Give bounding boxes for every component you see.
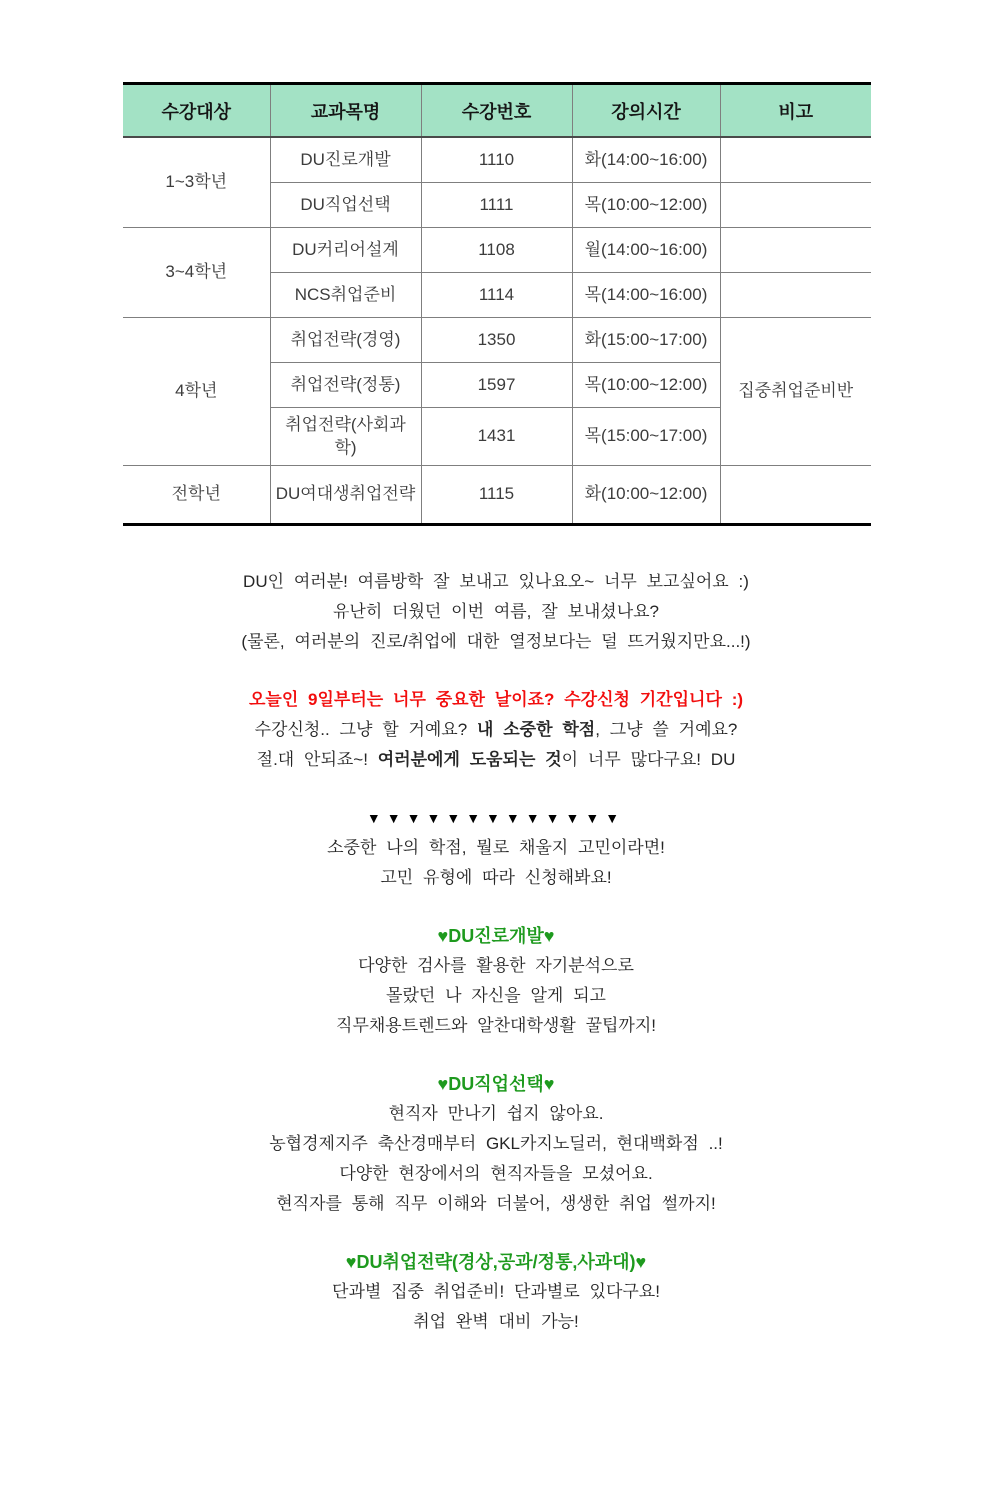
text-segment: 단과별 집중 취업준비! 단과별로 있다구요! [332,1282,660,1301]
text-line [46,1277,946,1307]
table-row [123,466,871,525]
text-segment: 소중한 나의 학점, 뭘로 채울지 고민이라면! [327,838,665,857]
text-line [46,715,946,745]
text-section [46,1069,946,1219]
table-cell: 1108 [421,228,572,273]
text-segment: 고민 유형에 따라 신청해봐요! [380,868,612,887]
table-cell: 1111 [421,183,572,228]
table-cell: 화(10:00~12:00) [572,466,720,525]
text-section [46,1247,946,1337]
text-segment: 현직자 만나기 쉽지 않아요. [388,1104,604,1123]
text-segment: 이 너무 많다구요! DU [561,750,736,769]
text-segment: ♥DU직업선택♥ [437,1074,555,1094]
table-cell: 화(15:00~17:00) [572,318,720,363]
table-row [123,318,871,363]
course-schedule-table [123,82,871,526]
text-line [46,1129,946,1159]
text-segment: (물론, 여러분의 진로/취업에 대한 열정보다는 덜 뜨거웠지만요...!) [241,632,751,651]
red-emphasis-line [46,685,946,715]
table-cell: 1114 [421,273,572,318]
table-body [123,137,871,525]
text-line [46,627,946,657]
table-cell: 1115 [421,466,572,525]
text-segment: 취업 완벽 대비 가능! [413,1312,579,1331]
text-line [46,863,946,893]
text-segment: 절.대 안되죠~! [256,750,378,769]
text-segment: 수강신청.. 그냥 할 거예요? [254,720,478,739]
table-cell: DU여대생취업전략 [270,466,421,525]
text-segment: ♥DU취업전략(경상,공과/정통,사과대)♥ [345,1252,647,1272]
table-cell: 월(14:00~16:00) [572,228,720,273]
text-line [46,1011,946,1041]
column-header: 수강번호 [421,84,572,138]
table-cell: 목(15:00~17:00) [572,408,720,466]
table-cell: 1431 [421,408,572,466]
table-cell: 전학년 [123,466,270,525]
table-cell: 취업전략(경영) [270,318,421,363]
text-segment: 직무채용트렌드와 알찬대학생활 꿀팁까지! [336,1016,656,1035]
green-heading-line [46,1247,946,1277]
text-segment: 내 소중한 학점 [477,720,596,739]
table-cell: 목(14:00~16:00) [572,273,720,318]
text-segment: 몰랐던 나 자신을 알게 되고 [386,986,606,1005]
table-cell: DU커리어설계 [270,228,421,273]
text-section [46,685,946,775]
column-header: 강의시간 [572,84,720,138]
text-line [46,745,946,775]
column-header: 수강대상 [123,84,270,138]
text-segment: 다양한 검사를 활용한 자기분석으로 [358,956,634,975]
table-cell: 1350 [421,318,572,363]
column-header: 교과목명 [270,84,421,138]
text-line [46,597,946,627]
table-cell: 화(14:00~16:00) [572,137,720,183]
text-segment: 유난히 더웠던 이번 여름, 잘 보내셨나요? [332,602,660,621]
text-line [46,567,946,597]
text-line [46,1159,946,1189]
table-cell [720,183,871,228]
green-heading-line [46,1069,946,1099]
table-cell: 집중취업준비반 [720,318,871,466]
text-segment: 농협경제지주 축산경매부터 GKL카지노딜러, 현대백화점 ..! [269,1134,723,1153]
triangle-divider [46,803,946,833]
column-header: 비고 [720,84,871,138]
table-cell: 4학년 [123,318,270,466]
text-line [46,951,946,981]
text-segment: DU인 여러분! 여름방학 잘 보내고 있나요오~ 너무 보고싶어요 :) [243,572,749,591]
table-cell: DU진로개발 [270,137,421,183]
table-row [123,228,871,273]
table-cell: 취업전략(정통) [270,363,421,408]
document-page [0,82,992,1485]
text-line [46,1099,946,1129]
table-cell: DU직업선택 [270,183,421,228]
text-segment: 다양한 현장에서의 현직자들을 모셨어요. [339,1164,653,1183]
table-cell [720,273,871,318]
table-cell [720,137,871,183]
text-line [46,1307,946,1337]
document-body-text [46,567,946,1337]
text-line [46,833,946,863]
text-segment: ♥DU진로개발♥ [437,926,555,946]
green-heading-line [46,921,946,951]
table-cell: NCS취업준비 [270,273,421,318]
table-cell: 목(10:00~12:00) [572,183,720,228]
table-cell: 취업전략(사회과학) [270,408,421,466]
table-row [123,137,871,183]
table-cell [720,228,871,273]
text-segment: 오늘인 9일부터는 너무 중요한 날이죠? 수강신청 기간입니다 :) [248,690,744,709]
text-segment: 여러분에게 도움되는 것 [377,750,562,769]
table-cell: 1110 [421,137,572,183]
table-header-row [123,84,871,138]
text-section [46,567,946,657]
table-cell: 1597 [421,363,572,408]
text-segment: ▼▼▼▼▼▼▼▼▼▼▼▼▼ [366,810,626,826]
text-segment: 현직자를 통해 직무 이해와 더불어, 생생한 취업 썰까지! [276,1194,716,1213]
text-line [46,981,946,1011]
table-cell: 목(10:00~12:00) [572,363,720,408]
text-line [46,1189,946,1219]
text-section [46,803,946,893]
text-section [46,921,946,1041]
table-cell [720,466,871,525]
text-segment: , 그냥 쓸 거예요? [595,720,738,739]
table-cell: 1~3학년 [123,137,270,228]
table-cell: 3~4학년 [123,228,270,318]
